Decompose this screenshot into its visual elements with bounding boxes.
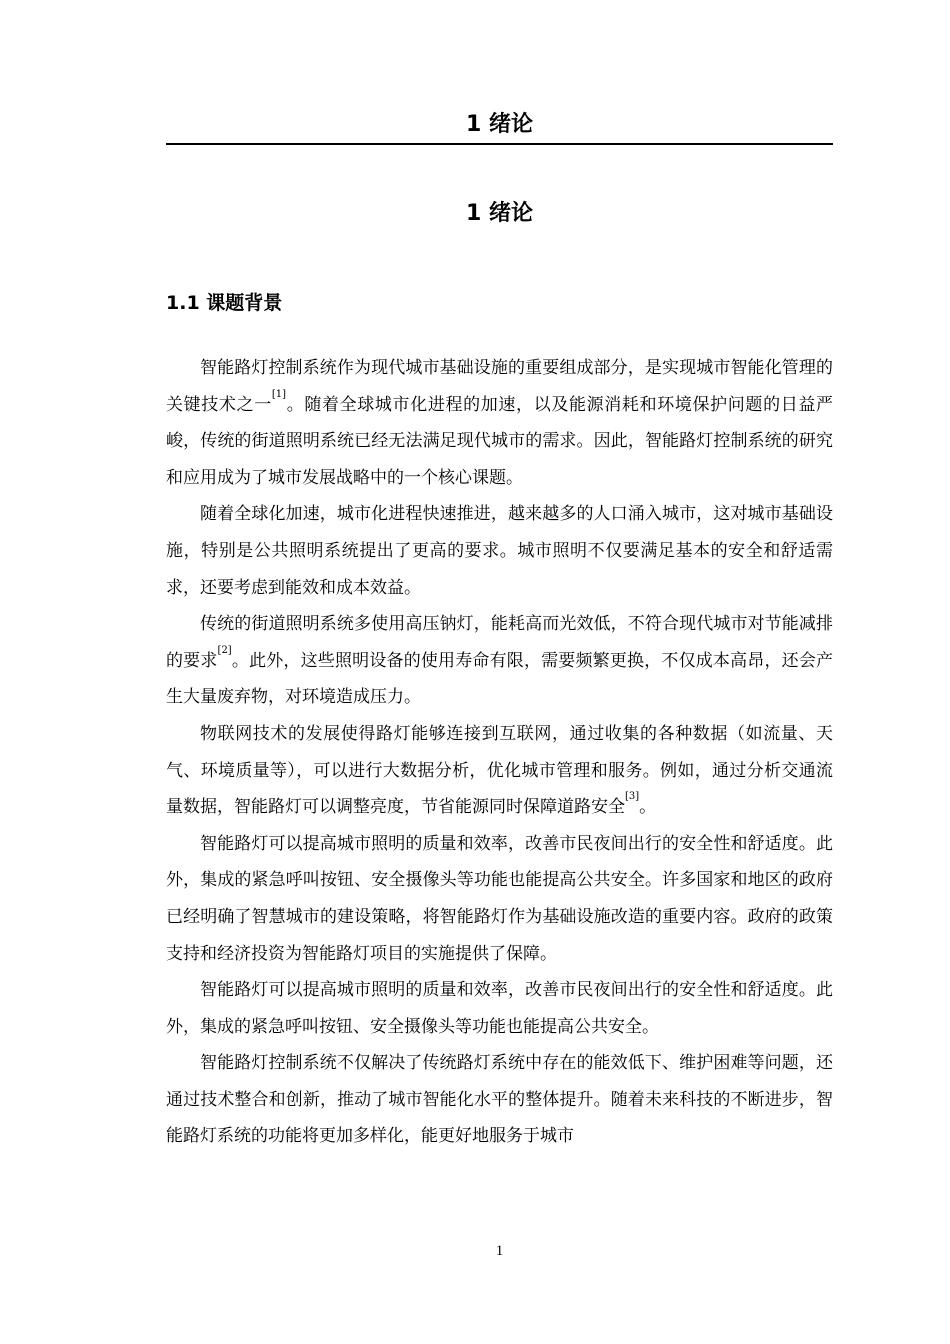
chapter-title: 1 绪论 <box>466 201 533 226</box>
paragraph-2 <box>166 496 833 606</box>
paragraph-2-text: 随着全球化加速，城市化进程快速推进，越来越多的人口涌入城市，这对城市基础设施，特别是公共照明系统提出了更高的要求。城市照明不仅要满足基本的安全和舒适需求，还要考虑到能效和成本效益。 <box>166 504 833 598</box>
citation-3: [3] <box>625 791 640 803</box>
paragraph-7 <box>166 1045 833 1155</box>
paragraph-6 <box>166 972 833 1045</box>
paragraph-3-text-a: 传统的街道照明系统多使用高压钠灯，能耗高而光效低，不符合现代城市对节能减排的要求 <box>166 614 833 671</box>
paragraph-7-text: 智能路灯控制系统不仅解决了传统路灯系统中存在的能效低下、维护困难等问题，还通过技术整合和创新，推动了城市智能化水平的整体提升。随着未来科技的不断进步，智能路灯系统的功能将更加多样化，能更好地服务于城市 <box>166 1053 833 1147</box>
paragraph-5-text: 智能路灯可以提高城市照明的质量和效率，改善市民夜间出行的安全性和舒适度。此外，集成的紧急呼叫按钮、安全摄像头等功能也能提高公共安全。许多国家和地区的政府已经明确了智慧城市的建设策略，将智能路灯作为基础设施改造的重要内容。政府的政策支持和经济投资为智能路灯项目的实施提供了保障。 <box>166 833 833 964</box>
paragraph-1 <box>166 350 833 496</box>
paragraph-4 <box>166 716 833 826</box>
paragraph-3 <box>166 606 833 716</box>
paragraph-1-text-a: 智能路灯控制系统作为现代城市基础设施的重要组成部分，是实现城市智能化管理的关键技术之一 <box>166 358 833 415</box>
paragraph-4-text-a: 物联网技术的发展使得路灯能够连接到互联网，通过收集的各种数据（如流量、天气、环境质量等），可以进行大数据分析，优化城市管理和服务。例如，通过分析交通流量数据，智能路灯可以调整亮度，节省能源同时保障道路安全 <box>166 723 833 818</box>
paragraph-3-text-b: 。此外，这些照明设备的使用寿命有限，需要频繁更换，不仅成本高昂，还会产生大量废弃物，对环境造成压力。 <box>166 650 834 708</box>
paragraph-6-text: 智能路灯可以提高城市照明的质量和效率，改善市民夜间出行的安全性和舒适度。此外，集成的紧急呼叫按钮、安全摄像头等功能也能提高公共安全。 <box>166 980 833 1037</box>
paragraph-5 <box>166 826 833 972</box>
body-text <box>166 350 833 1155</box>
citation-1: [1] <box>271 388 287 400</box>
section-heading: 1.1 课题背景 <box>166 292 283 314</box>
header-rule <box>166 143 833 145</box>
paragraph-1-text-b: 。随着全球城市化进程的加速，以及能源消耗和环境保护问题的日益严峻，传统的街道照明系统已经无法满足现代城市的需求。因此，智能路灯控制系统的研究和应用成为了城市发展战略中的一个核心课题。 <box>166 394 834 488</box>
citation-2: [2] <box>217 644 232 656</box>
page-number: 1 <box>495 1243 504 1259</box>
running-header: 1 绪论 <box>466 112 533 137</box>
paragraph-4-text-b: 。 <box>639 797 657 818</box>
